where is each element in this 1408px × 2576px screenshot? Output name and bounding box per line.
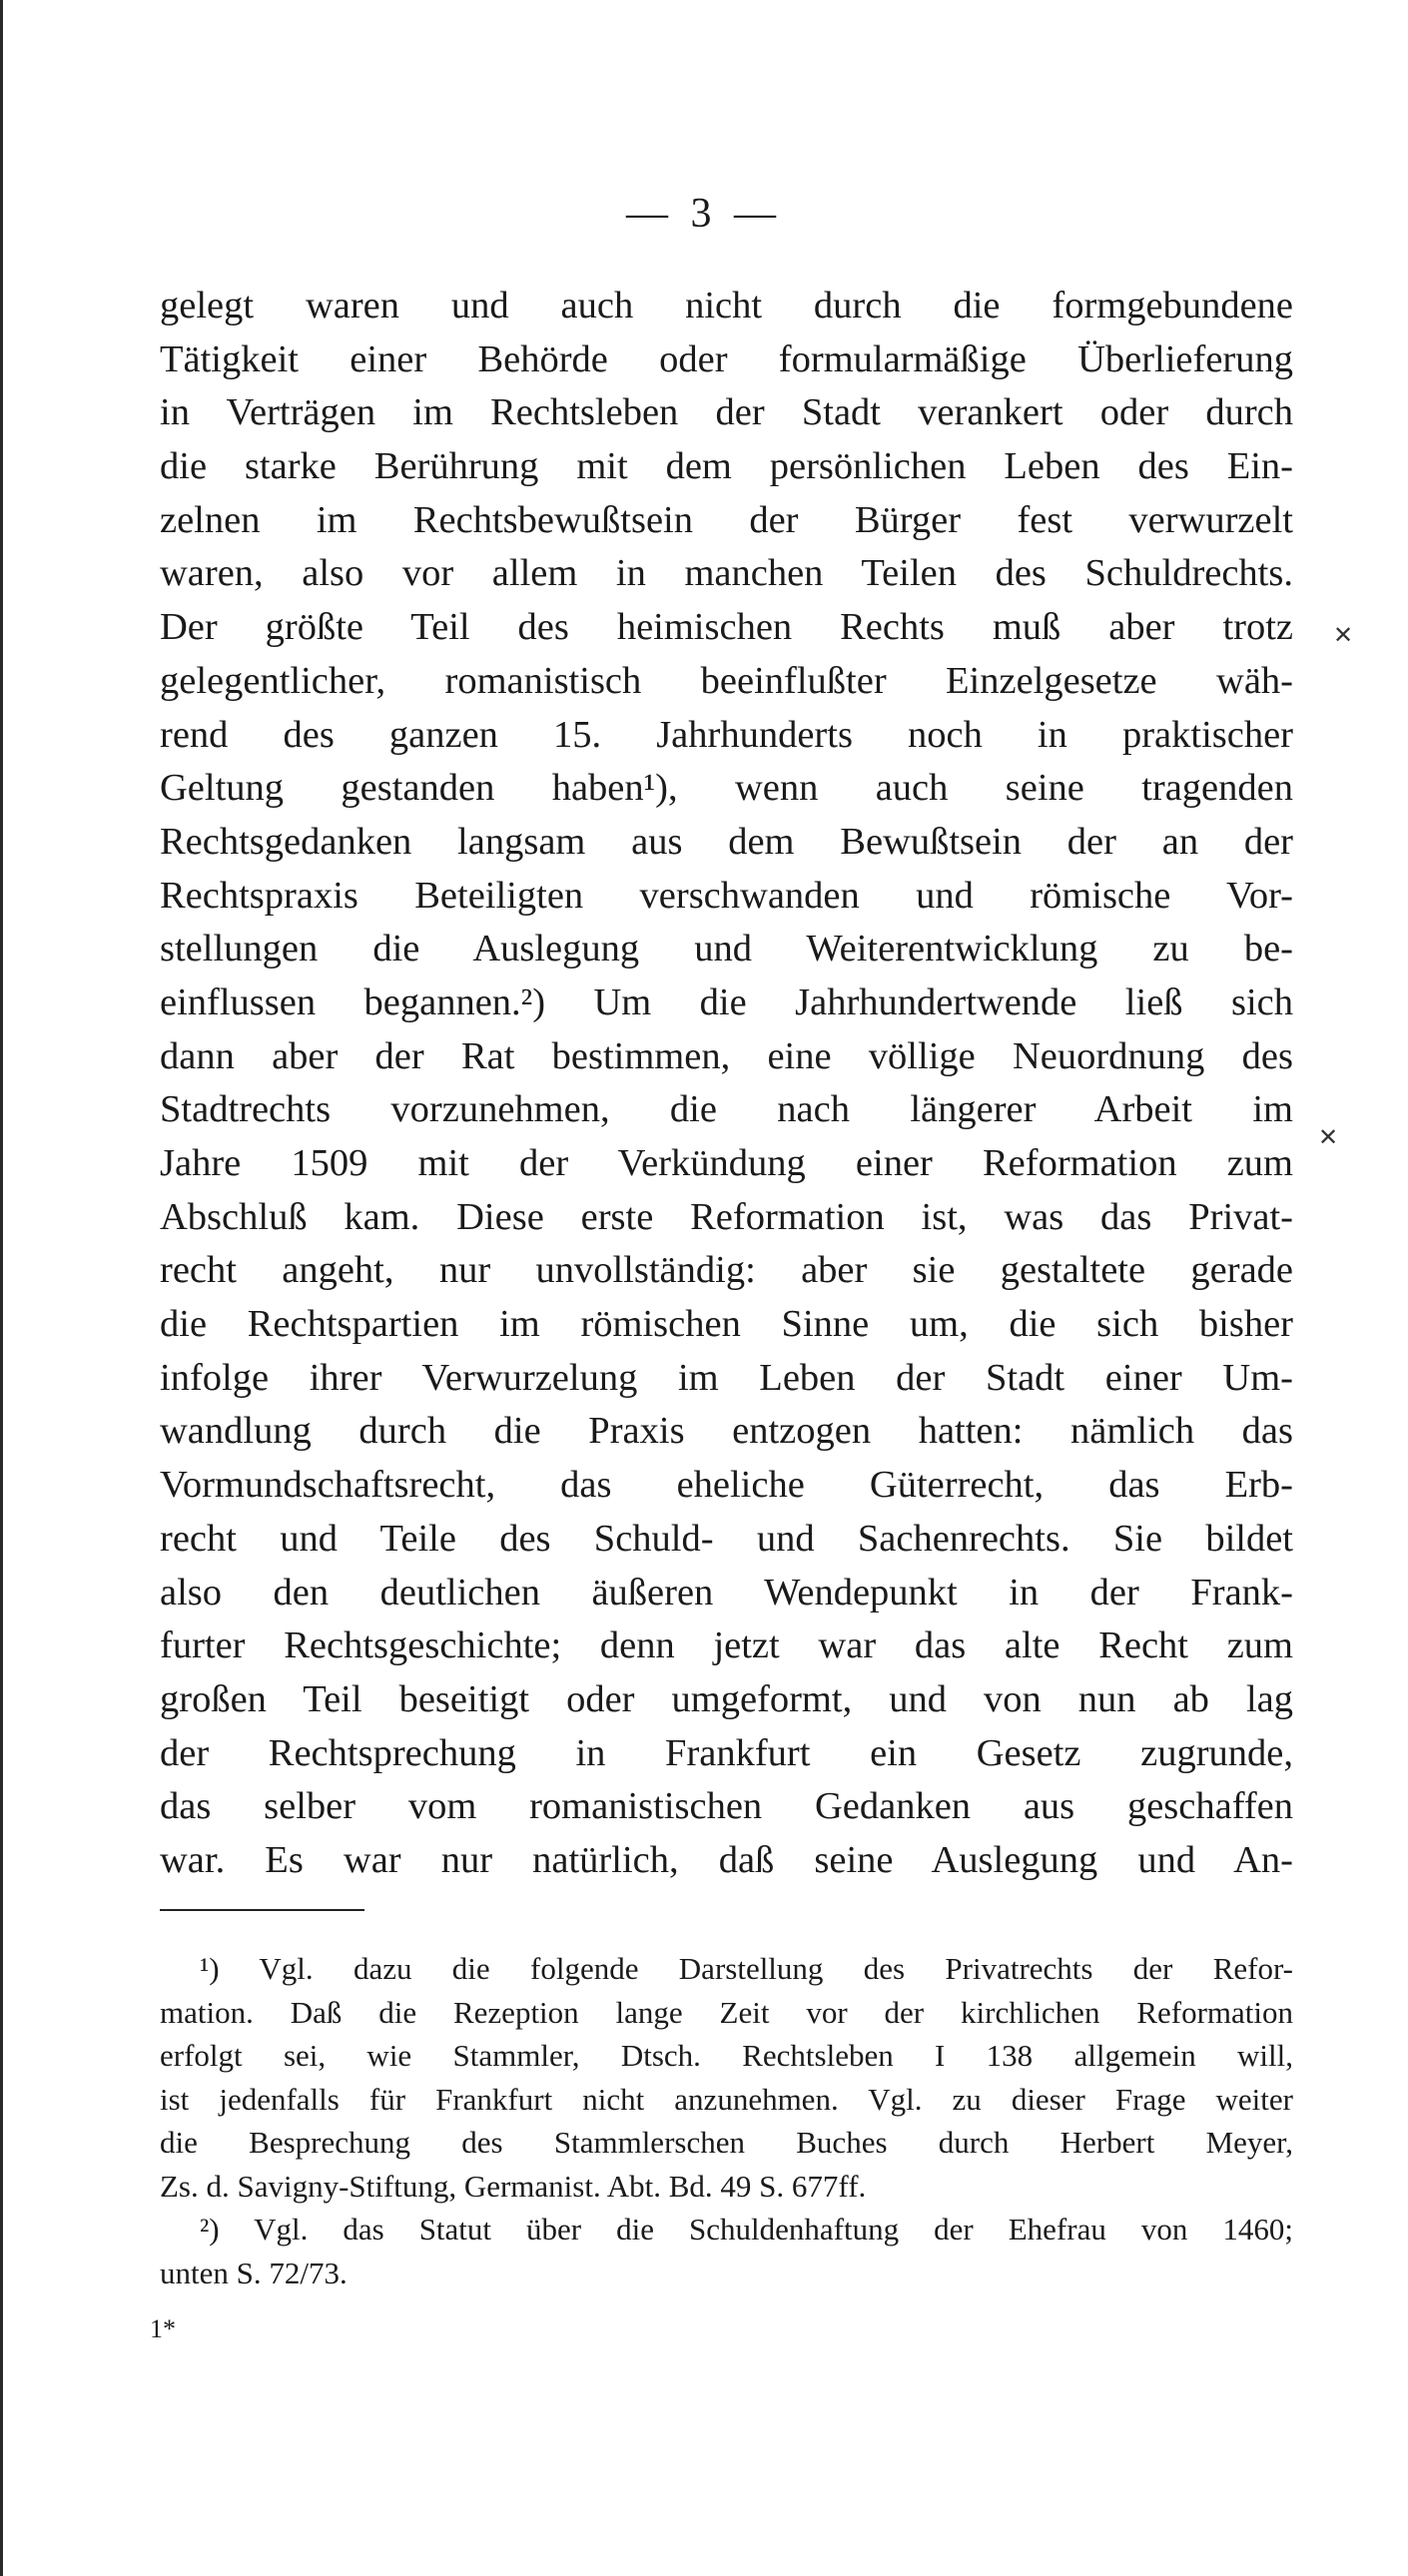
- signature-mark: 1*: [150, 2314, 176, 2343]
- margin-mark-icon: ✕: [1318, 1123, 1339, 1151]
- body-line: einflussen begannen.²) Um die Jahrhundertwende ließ sich: [160, 980, 1293, 1023]
- body-line: großen Teil beseitigt oder umgeformt, und von nun ab lag: [160, 1677, 1293, 1720]
- body-line: Tätigkeit einer Behörde oder formularmäßige Überlieferung: [160, 337, 1293, 380]
- footnote-line: unten S. 72/73.: [160, 2254, 348, 2290]
- footnote-line: die Besprechung des Stammlerschen Buches durch Herbert Meyer,: [160, 2125, 1293, 2160]
- body-line: gelegt waren und auch nicht durch die formgebundene: [160, 285, 1293, 326]
- margin-mark-icon: ✕: [1333, 621, 1354, 649]
- body-line: rend des ganzen 15. Jahrhunderts noch in praktischer: [160, 713, 1293, 756]
- page-left-edge: [0, 0, 3, 2576]
- body-line: das selber vom romanistischen Gedanken aus geschaffen: [160, 1785, 1293, 1828]
- body-line: Der größte Teil des heimischen Rechts muß aber trotz: [160, 606, 1293, 649]
- footnote-line: ist jedenfalls für Frankfurt nicht anzunehmen. Vgl. zu dieser Frage weiter: [160, 2081, 1293, 2117]
- body-line: der Rechtsprechung in Frankfurt ein Gesetz zugrunde,: [160, 1731, 1293, 1774]
- body-line: recht angeht, nur unvollständig: aber sie gestaltete gerade: [160, 1249, 1293, 1292]
- body-line: die starke Berührung mit dem persönlichen Leben des Ein-: [160, 445, 1293, 488]
- body-line: Rechtsgedanken langsam aus dem Bewußtsein der an der: [160, 820, 1293, 863]
- body-line: Rechtspraxis Beteiligten verschwanden und römische Vor-: [160, 874, 1293, 917]
- body-line: Abschluß kam. Diese erste Reformation ist, was das Privat-: [160, 1195, 1293, 1238]
- body-text: [160, 280, 1293, 1888]
- body-line: dann aber der Rat bestimmen, eine völlige Neuordnung des: [160, 1034, 1293, 1077]
- body-line: in Verträgen im Rechtsleben der Stadt verankert oder durch: [160, 391, 1293, 434]
- body-line: stellungen die Auslegung und Weiterentwicklung zu be-: [160, 928, 1293, 970]
- footnotes: [160, 1947, 1293, 2294]
- footnote-divider: [160, 1909, 364, 1911]
- body-line: wandlung durch die Praxis entzogen hatten: nämlich das: [160, 1410, 1293, 1453]
- body-line: Geltung gestanden haben¹), wenn auch seine tragenden: [160, 767, 1293, 810]
- footnote-line: mation. Daß die Rezeption lange Zeit vor der kirchlichen Reformation: [160, 1994, 1293, 2030]
- body-line: gelegentlicher, romanistisch beeinflußter Einzelgesetze wäh-: [160, 659, 1293, 702]
- footnote-line: ¹) Vgl. dazu die folgende Darstellung des Privatrechts der Refor-: [200, 1951, 1293, 1986]
- body-line: war. Es war nur natürlich, daß seine Auslegung und An-: [160, 1838, 1293, 1881]
- body-line: die Rechtspartien im römischen Sinne um, die sich bisher: [160, 1303, 1293, 1346]
- footnote-line: Zs. d. Savigny-Stiftung, Germanist. Abt. Bd. 49 S. 677ff.: [160, 2168, 867, 2204]
- page-number: — 3 —: [626, 191, 782, 237]
- body-line: also den deutlichen äußeren Wendepunkt in der Frank-: [160, 1571, 1293, 1613]
- body-line: infolge ihrer Verwurzelung im Leben der Stadt einer Um-: [160, 1356, 1293, 1399]
- body-line: zelnen im Rechtsbewußtsein der Bürger fest verwurzelt: [160, 498, 1293, 541]
- body-line: Jahre 1509 mit der Verkündung einer Reformation zum: [160, 1142, 1293, 1184]
- body-line: Vormundschaftsrecht, das eheliche Güterrecht, das Erb-: [160, 1464, 1293, 1507]
- body-line: furter Rechtsgeschichte; denn jetzt war das alte Recht zum: [160, 1624, 1293, 1667]
- footnote-line: erfolgt sei, wie Stammler, Dtsch. Rechtsleben I 138 allgemein will,: [160, 2038, 1293, 2073]
- body-line: Stadtrechts vorzunehmen, die nach längerer Arbeit im: [160, 1088, 1293, 1131]
- footnote-line: ²) Vgl. das Statut über die Schuldenhaftung der Ehefrau von 1460;: [200, 2212, 1293, 2247]
- body-line: waren, also vor allem in manchen Teilen des Schuldrechts.: [160, 552, 1293, 595]
- body-line: recht und Teile des Schuld- und Sachenrechts. Sie bildet: [160, 1517, 1293, 1560]
